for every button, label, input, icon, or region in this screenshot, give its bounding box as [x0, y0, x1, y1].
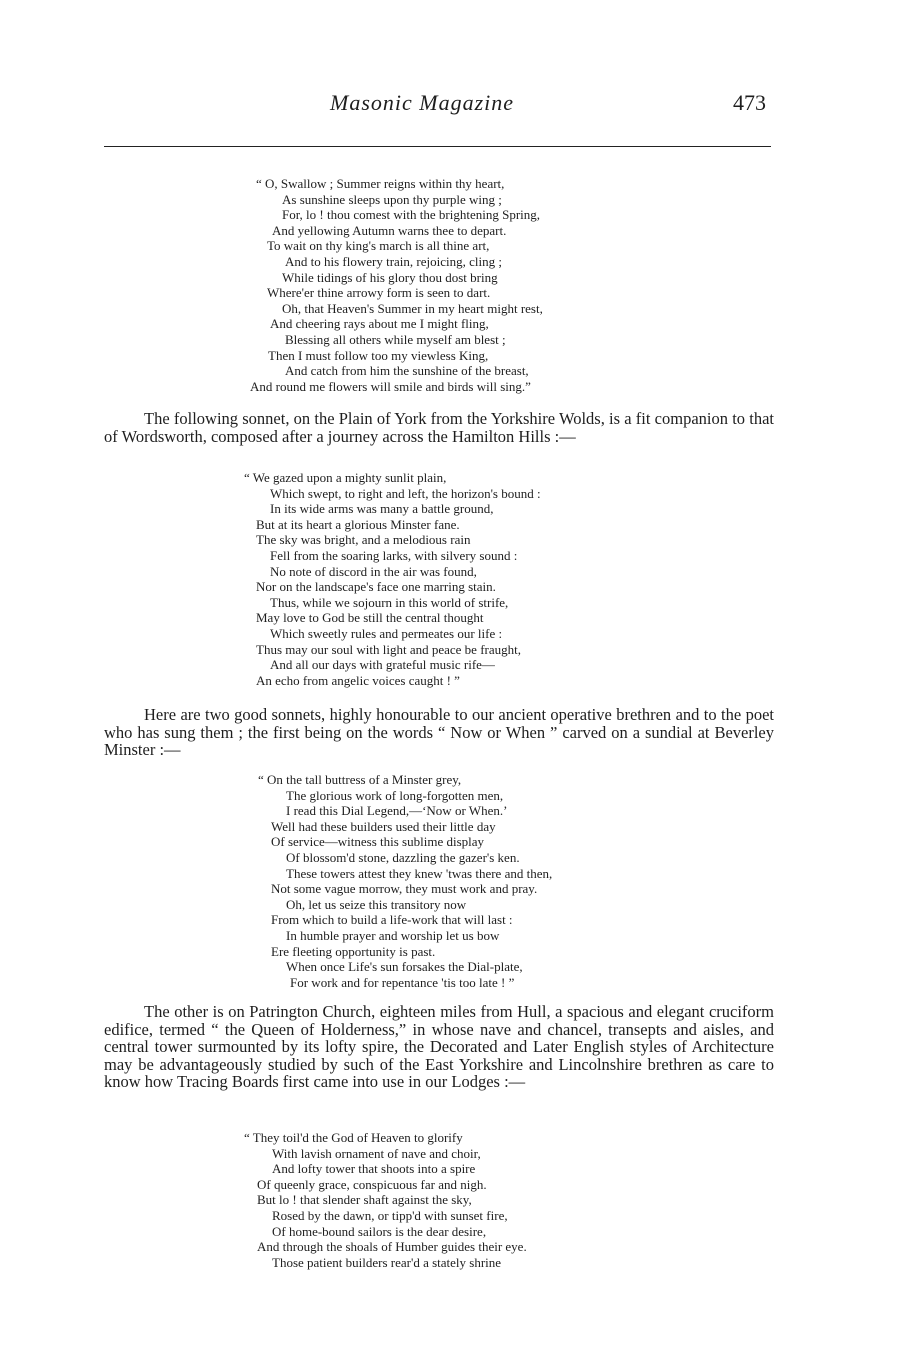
verse-line: But lo ! that slender shaft against the sky,: [257, 1192, 472, 1208]
verse-line: And through the shoals of Humber guides their eye.: [257, 1239, 527, 1255]
paragraph-text: The other is on Patrington Church, eighteen miles from Hull, a spacious and elegant cruciform edifice, termed “ the Queen of Holderness,” in whose nave and chancel, transepts and aisles, and central tower surmounted by its lofty spire, the Decorated and Later English styles of Architecture may be advantageously studied by such of the East Yorkshire and Lincolnshire brethren as care to know how Tracing Boards first came into use in our Lodges :—: [104, 1002, 774, 1092]
verse-line: The sky was bright, and a melodious rain: [256, 532, 471, 548]
verse-line: Thus may our soul with light and peace be fraught,: [256, 641, 521, 657]
verse-line: For work and for repentance 'tis too late ! ”: [290, 974, 515, 990]
verse-line: Which swept, to right and left, the horizon's bound :: [270, 485, 541, 501]
verse-line: Which sweetly rules and permeates our life :: [270, 625, 503, 641]
verse-line: From which to build a life-work that will last :: [271, 912, 513, 928]
verse-line: Ere fleeting opportunity is past.: [271, 943, 436, 959]
paragraph-text: The following sonnet, on the Plain of York from the Yorkshire Wolds, is a fit companion to that of Wordsworth, composed after a journey across the Hamilton Hills :—: [104, 409, 774, 446]
running-title: Masonic Magazine: [330, 90, 515, 115]
verse-line: The glorious work of long-forgotten men,: [286, 787, 504, 803]
paragraph-sonnet-intro: [104, 410, 774, 445]
page-number: 473: [733, 90, 766, 115]
verse-line: In its wide arms was many a battle ground,: [270, 501, 494, 517]
verse-line: Oh, that Heaven's Summer in my heart might rest,: [282, 300, 543, 316]
verse-line: Blessing all others while myself am blest ;: [285, 331, 506, 347]
verse-line: Where'er thine arrowy form is seen to dart.: [267, 285, 491, 301]
verse-line: Oh, let us seize this transitory now: [286, 896, 467, 912]
verse-line: And lofty tower that shoots into a spire: [272, 1161, 476, 1177]
verse-tracing-boards: [0, 1130, 527, 1270]
verse-line: Of home-bound sailors is the dear desire,: [272, 1223, 487, 1239]
paragraph-text: Here are two good sonnets, highly honourable to our ancient operative brethren and to the poet who has sung them ; the first being on the words “ Now or When ” carved on a sundial at Beverley Minster :—: [104, 705, 774, 760]
verse-line: And all our days with grateful music rife—: [270, 657, 495, 673]
verse-line: Of blossom'd stone, dazzling the gazer's ken.: [286, 849, 520, 865]
verse-line: But at its heart a glorious Minster fane.: [256, 516, 460, 532]
verse-line: To wait on thy king's march is all thine art,: [267, 238, 490, 254]
verse-line: I read this Dial Legend,—‘Now or When.’: [286, 803, 508, 819]
verse-line: Of service—witness this sublime display: [271, 834, 485, 850]
verse-line: No note of discord in the air was found,: [270, 563, 477, 579]
verse-now-or-when: [0, 772, 553, 990]
verse-line: An echo from angelic voices caught ! ”: [256, 672, 460, 688]
verse-line: Fell from the soaring larks, with silvery sound :: [270, 547, 518, 563]
verse-line: These towers attest they knew 'twas there and then,: [286, 865, 553, 881]
verse-line: As sunshine sleeps upon thy purple wing ;: [282, 191, 502, 207]
verse-line: And cheering rays about me I might fling,: [270, 316, 489, 332]
verse-line: Those patient builders rear'd a stately shrine: [272, 1254, 502, 1270]
verse-line: For, lo ! thou comest with the brightening Spring,: [282, 207, 541, 223]
verse-line: Rosed by the dawn, or tipp'd with sunset fire,: [272, 1207, 508, 1223]
paragraph-two-sonnets: [104, 706, 774, 759]
verse-line: And yellowing Autumn warns thee to depart.: [272, 222, 507, 238]
verse-line: With lavish ornament of nave and choir,: [272, 1145, 481, 1161]
verse-line: “ On the tall buttress of a Minster grey,: [258, 772, 462, 787]
verse-line: “ We gazed upon a mighty sunlit plain,: [244, 470, 447, 485]
verse-line: When once Life's sun forsakes the Dial-plate,: [286, 959, 523, 975]
verse-line: “ O, Swallow ; Summer reigns within thy heart,: [256, 176, 505, 191]
verse-line: Of queenly grace, conspicuous far and nigh.: [257, 1176, 487, 1192]
verse-line: Nor on the landscape's face one marring stain.: [256, 579, 496, 595]
verse-plain-of-york: [0, 470, 541, 688]
verse-line: Then I must follow too my viewless King,: [268, 347, 489, 363]
verse-line: Not some vague morrow, they must work and pray.: [271, 881, 538, 897]
verse-line: “ They toil'd the God of Heaven to glorify: [244, 1130, 463, 1145]
verse-line: And to his flowery train, rejoicing, cling ;: [285, 253, 502, 269]
header-rule: [104, 146, 771, 147]
verse-line: Well had these builders used their little day: [271, 818, 496, 834]
paragraph-patrington: [104, 1003, 774, 1091]
verse-swallow: [0, 176, 543, 394]
verse-line: While tidings of his glory thou dost bring: [282, 269, 498, 285]
verse-line: And catch from him the sunshine of the breast,: [285, 363, 529, 379]
verse-line: May love to God be still the central thought: [256, 610, 484, 626]
page-header: [0, 90, 898, 120]
verse-line: And round me flowers will smile and birds will sing.”: [250, 378, 531, 394]
verse-line: In humble prayer and worship let us bow: [286, 927, 500, 943]
verse-line: Thus, while we sojourn in this world of strife,: [270, 594, 509, 610]
